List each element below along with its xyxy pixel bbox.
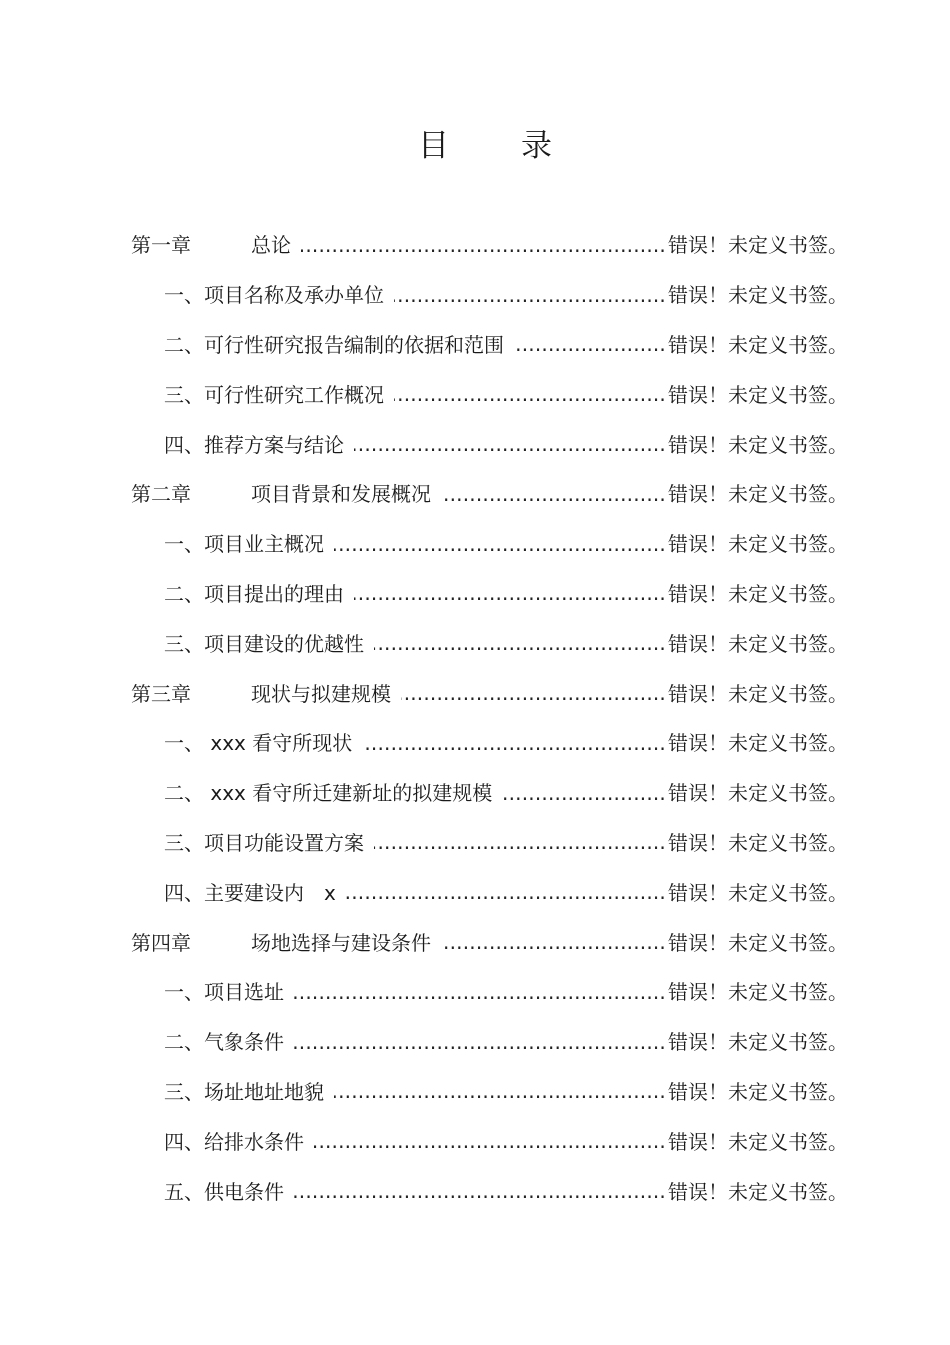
toc-page-reference: 错误！未定义书签。: [668, 432, 848, 457]
toc-entry-title: 项目背景和发展概况: [251, 482, 431, 507]
toc-chapter-number: 第四章: [131, 930, 191, 955]
toc-section-entry[interactable]: [0, 1016, 950, 1066]
toc-section-entry[interactable]: [0, 617, 950, 667]
toc-dot-leader: [294, 1178, 666, 1202]
toc-page-reference: 错误！未定义书签。: [668, 631, 848, 656]
toc-page-reference: 错误！未定义书签。: [668, 731, 848, 756]
toc-entry-title: 四、主要建设内 x: [164, 880, 336, 905]
toc-section-entry[interactable]: [0, 319, 950, 369]
toc-page-reference: 错误！未定义书签。: [668, 1179, 848, 1204]
toc-page-reference: 错误！未定义书签。: [668, 283, 848, 308]
toc-page-reference: 错误！未定义书签。: [668, 830, 848, 855]
toc-page-reference: 错误！未定义书签。: [668, 1079, 848, 1104]
page-title-char-2: 录: [521, 128, 552, 164]
toc-page-reference: 错误！未定义书签。: [668, 980, 848, 1005]
toc-section-entry[interactable]: [0, 1165, 950, 1215]
toc-section-entry[interactable]: [0, 368, 950, 418]
toc-page-reference: 错误！未定义书签。: [668, 1129, 848, 1154]
toc-dot-leader: [334, 1078, 666, 1102]
toc-dot-leader: [441, 481, 666, 505]
toc-section-entry[interactable]: [0, 1115, 950, 1165]
toc-page-reference: 错误！未定义书签。: [668, 233, 848, 258]
toc-entry-title: 三、可行性研究工作概况: [164, 382, 384, 407]
toc-entry-title: 四、给排水条件: [164, 1129, 304, 1154]
toc-dot-leader: [374, 630, 666, 654]
toc-entry-title: 一、项目名称及承办单位: [164, 283, 384, 308]
toc-entry-title: 四、推荐方案与结论: [164, 432, 344, 457]
toc-page-reference: 错误！未定义书签。: [668, 532, 848, 557]
toc-dot-leader: [374, 829, 666, 853]
toc-page-reference: 错误！未定义书签。: [668, 681, 848, 706]
toc-entry-title: 三、项目功能设置方案: [164, 830, 364, 855]
toc-entry-title: 二、可行性研究报告编制的依据和范围: [164, 332, 504, 357]
toc-dot-leader: [401, 680, 666, 704]
toc-page-reference: 错误！未定义书签。: [668, 781, 848, 806]
toc-entry-title: 五、供电条件: [164, 1179, 284, 1204]
toc-page-reference: 错误！未定义书签。: [668, 1030, 848, 1055]
toc-entry-title: 二、 xxx 看守所迁建新址的拟建规模: [164, 781, 493, 806]
toc-entry-title: 总论: [251, 233, 291, 258]
toc-entry-title: 二、气象条件: [164, 1030, 284, 1055]
toc-section-entry[interactable]: [0, 1066, 950, 1116]
toc-dot-leader: [294, 1029, 666, 1053]
toc-section-entry[interactable]: [0, 817, 950, 867]
toc-dot-leader: [354, 431, 666, 455]
table-of-contents: [0, 219, 950, 1215]
toc-chapter-number: 第一章: [131, 233, 191, 258]
toc-section-entry[interactable]: [0, 966, 950, 1016]
toc-dot-leader: [441, 929, 666, 953]
toc-section-entry[interactable]: [0, 418, 950, 468]
toc-dot-leader: [294, 979, 666, 1003]
toc-page-reference: 错误！未定义书签。: [668, 332, 848, 357]
toc-dot-leader: [362, 730, 666, 754]
toc-dot-leader: [301, 232, 666, 256]
toc-chapter-number: 第二章: [131, 482, 191, 507]
toc-dot-leader: [346, 879, 666, 903]
toc-section-entry[interactable]: [0, 717, 950, 767]
toc-entry-title: 现状与拟建规模: [251, 681, 391, 706]
toc-dot-leader: [514, 331, 666, 355]
toc-entry-title: 场地选择与建设条件: [251, 930, 431, 955]
toc-page-reference: 错误！未定义书签。: [668, 880, 848, 905]
toc-entry-title: 三、场址地址地貌: [164, 1079, 324, 1104]
toc-entry-title: 三、项目建设的优越性: [164, 631, 364, 656]
toc-entry-title: 一、 xxx 看守所现状: [164, 731, 353, 756]
toc-chapter-entry[interactable]: [0, 219, 950, 269]
toc-entry-title: 一、项目选址: [164, 980, 284, 1005]
toc-dot-leader: [354, 580, 666, 604]
toc-page-reference: 错误！未定义书签。: [668, 581, 848, 606]
toc-section-entry[interactable]: [0, 269, 950, 319]
toc-chapter-entry[interactable]: [0, 916, 950, 966]
toc-chapter-entry[interactable]: [0, 468, 950, 518]
toc-section-entry[interactable]: [0, 866, 950, 916]
toc-dot-leader: [394, 282, 666, 306]
toc-dot-leader: [394, 381, 666, 405]
toc-dot-leader: [314, 1128, 666, 1152]
toc-entry-title: 二、项目提出的理由: [164, 581, 344, 606]
toc-entry-title: 一、项目业主概况: [164, 532, 324, 557]
toc-page-reference: 错误！未定义书签。: [668, 482, 848, 507]
page-title: [0, 122, 950, 170]
page-title-char-1: 目: [418, 128, 449, 164]
toc-chapter-entry[interactable]: [0, 667, 950, 717]
toc-section-entry[interactable]: [0, 767, 950, 817]
toc-section-entry[interactable]: [0, 518, 950, 568]
toc-chapter-number: 第三章: [131, 681, 191, 706]
toc-page-reference: 错误！未定义书签。: [668, 382, 848, 407]
toc-dot-leader: [334, 531, 666, 555]
toc-dot-leader: [502, 780, 666, 804]
toc-section-entry[interactable]: [0, 568, 950, 618]
toc-page-reference: 错误！未定义书签。: [668, 930, 848, 955]
